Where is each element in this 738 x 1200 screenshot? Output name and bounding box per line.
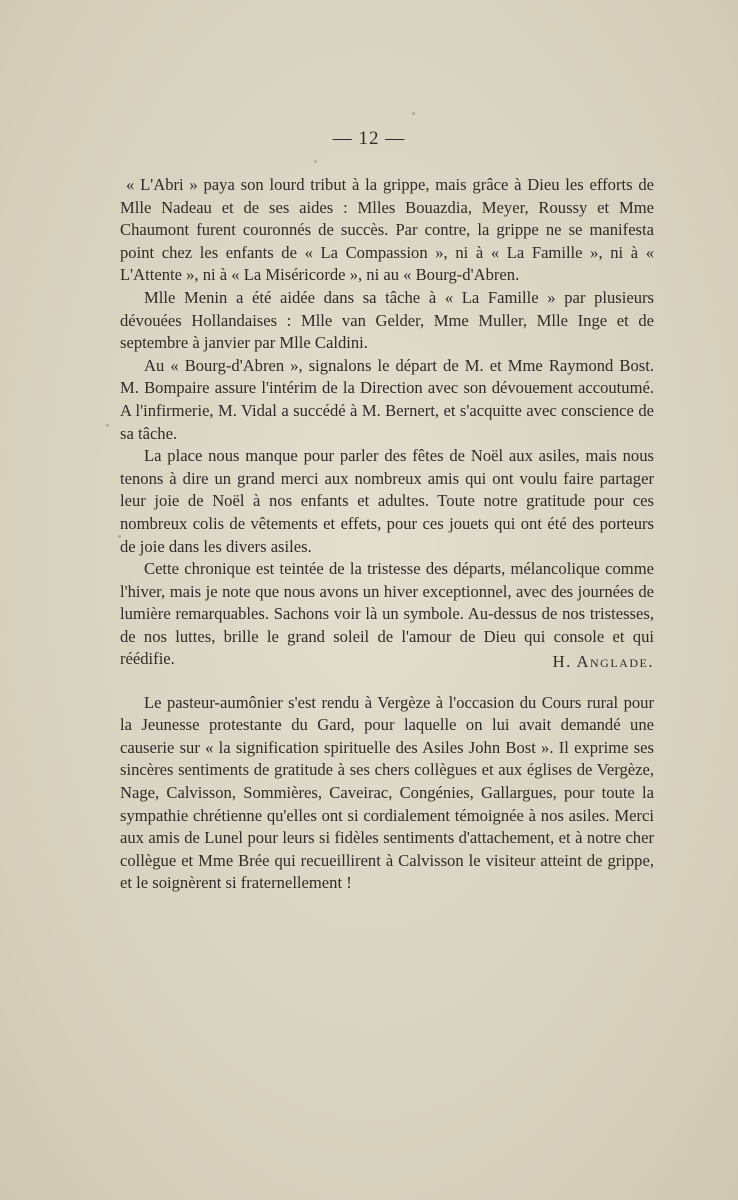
paper-speck bbox=[106, 424, 109, 427]
paragraph: Au « Bourg-d'Abren », signalons le départ de M. et Mme Raymond Bost. M. Bompaire assure l'intérim de la Direction avec son dévouement accoutumé. A l'infirmerie, M. Vidal a succédé à M. Bernert, et s'acquitte avec conscience de sa tâche. bbox=[120, 355, 654, 443]
body-text bbox=[120, 174, 654, 895]
paragraph: La place nous manque pour parler des fêtes de Noël aux asiles, mais nous tenons à dire un grand merci aux nombreux amis qui ont voulu faire partager leur joie de Noël à nos enfants et adultes. Toute notre gratitude pour ces nombreux colis de vêtements et effets, pour ces jouets qui ont été des porteurs de joie dans les divers asiles. bbox=[120, 446, 654, 556]
paragraph: Cette chronique est teintée de la tristesse des départs, mélancolique comme l'hiver, mais je note que nous avons un hiver exceptionnel, avec des journées de lumière remarquables. Sachons voir là un symbole. Au-dessus de nos tristesses, de nos luttes, brille le grand soleil de l'amour de Dieu qui console et qui réédifie. bbox=[120, 559, 654, 669]
paragraph: « L'Abri » paya son lourd tribut à la grippe, mais grâce à Dieu les efforts de Mlle Nadeau et de ses aides : Mlles Bouazdia, Meyer, Roussy et Mme Chaumont furent couronnés de succès. Par contre, la grippe ne se manifesta point chez les enfants de « La Compassion », ni à « La Famille », ni à « L'Attente », ni à « La Miséricorde », ni au « Bourg-d'Abren. bbox=[120, 175, 654, 285]
closing-paragraph: Le pasteur-aumônier s'est rendu à Vergèze à l'occasion du Cours rural pour la Jeunesse protestante du Gard, pour laquelle on lui avait demandé une causerie sur « la signification spirituelle des Asiles John Bost ». Il exprime ses sincères sentiments de gratitude à ses chers collègues et aux églises de Vergèze, Nage, Calvisson, Sommières, Caveirac, Congénies, Gallargues, pour toute la sympathie chrétienne qu'elles ont si cordialement témoignée à nos asiles. Merci aux amis de Lunel pour leurs si fidèles sentiments d'attachement, et à notre cher collègue et Mme Brée qui recueillirent à Calvisson le visiteur atteint de grippe, et le soignèrent si fraternellement ! bbox=[120, 692, 654, 893]
paper-speck bbox=[314, 160, 317, 163]
page-number: — 12 — bbox=[332, 128, 406, 149]
signature: H. Anglade. bbox=[552, 652, 654, 672]
paragraph: Mlle Menin a été aidée dans sa tâche à « La Famille » par plusieurs dévouées Hollandaises : Mlle van Gelder, Mme Muller, Mlle Inge et de septembre à janvier par Mlle Caldini. bbox=[120, 287, 654, 353]
paper-speck bbox=[412, 112, 415, 115]
